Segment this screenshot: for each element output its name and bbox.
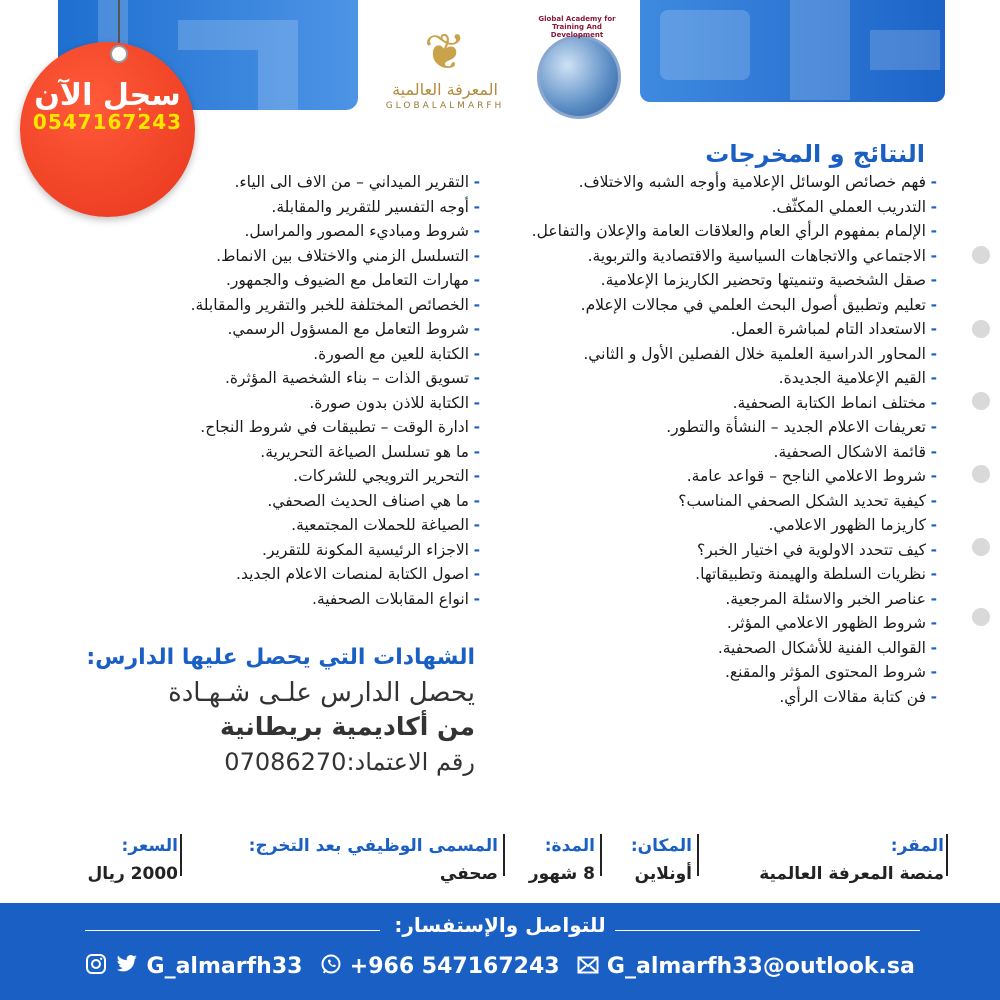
list-item: - عناصر الخبر والاسئلة المرجعية.: [495, 587, 937, 612]
outcomes-list-right: [495, 170, 937, 709]
job-title-value: صحفي: [439, 864, 498, 884]
list-item: - تعريفات الاعلام الجديد – النشأة والتطور.: [495, 415, 937, 440]
register-now-title: سجل الآن: [34, 78, 181, 113]
job-title-label: المسمى الوظيفي بعد التخرج:: [248, 836, 498, 856]
divider: [503, 834, 505, 876]
list-item: - القيم الإعلامية الجديدة.: [495, 366, 937, 391]
list-item: - الإلمام بمفهوم الرأي العام والعلاقات العامة والإعلان والتفاعل.: [495, 219, 937, 244]
divider: [946, 834, 948, 876]
list-item: - تسويق الذات – بناء الشخصية المؤثرة.: [120, 366, 480, 391]
almarfh-logo-arabic: المعرفة العالمية: [392, 80, 498, 99]
list-item: - التدريب العملي المكثّف.: [495, 195, 937, 220]
tag-ring-icon: [110, 45, 128, 63]
list-item: - شروط التعامل مع المسؤول الرسمي.: [120, 317, 480, 342]
duration-value: 8 شهور: [528, 864, 595, 884]
list-item: - ما هو تسلسل الصياغة التحريرية.: [120, 440, 480, 465]
list-item: - شروط المحتوى المؤثر والمقنع.: [495, 660, 937, 685]
list-item: - الاستعداد التام لمباشرة العمل.: [495, 317, 937, 342]
list-item: - الاجزاء الرئيسية المكونة للتقرير.: [120, 538, 480, 563]
phone-number[interactable]: +966 547167243: [349, 954, 560, 979]
almarfh-logo: [375, 25, 515, 135]
accreditation-number: رقم الاعتماد:07086270: [224, 748, 475, 776]
academy-logo-text: Global Academy for Training And Development: [538, 15, 616, 39]
list-item: - شروط الاعلامي الناجح – قواعد عامة.: [495, 464, 937, 489]
list-item: - فن كتابة مقالات الرأي.: [495, 685, 937, 710]
hq-value: منصة المعرفة العالمية: [759, 864, 944, 884]
price-label: السعر:: [121, 836, 178, 856]
list-item: - أوجه التفسير للتقرير والمقابلة.: [120, 195, 480, 220]
decor-dot-icon: [972, 538, 990, 556]
contact-footer: [0, 903, 1000, 1000]
decor-dot-icon: [972, 465, 990, 483]
divider: [697, 834, 699, 876]
divider: [180, 834, 182, 876]
list-item: - مهارات التعامل مع الضيوف والجمهور.: [120, 268, 480, 293]
list-item: - ادارة الوقت – تطبيقات في شروط النجاح.: [120, 415, 480, 440]
feather-logo-icon: ❦: [424, 23, 466, 81]
outcomes-title: النتائج و المخرجات: [705, 140, 925, 168]
list-item: - نظريات السلطة والهيمنة وتطبيقاتها.: [495, 562, 937, 587]
list-item: - المحاور الدراسية العلمية خلال الفصلين الأول و الثاني.: [495, 342, 937, 367]
list-item: - الاجتماعي والاتجاهات السياسية والاقتصادية والتربوية.: [495, 244, 937, 269]
price-value: 2000 ريال: [87, 864, 178, 884]
decor-dot-icon: [972, 392, 990, 410]
divider: [600, 834, 602, 876]
list-item: - انواع المقابلات الصحفية.: [120, 587, 480, 612]
certificate-line-2: من أكاديمية بريطانية: [219, 712, 475, 741]
decor-dot-icon: [972, 320, 990, 338]
academy-logo: [527, 15, 627, 130]
decor-dot-icon: [972, 246, 990, 264]
duration-label: المدة:: [544, 836, 595, 856]
place-label: المكان:: [630, 836, 692, 856]
whatsapp-icon[interactable]: [320, 953, 342, 981]
email-address[interactable]: G_almarfh33@outlook.sa: [606, 954, 915, 979]
instagram-icon[interactable]: [85, 953, 107, 981]
globe-icon: [537, 35, 621, 119]
list-item: - تعليم وتطبيق أصول البحث العلمي في مجالات الإعلام.: [495, 293, 937, 318]
hq-label: المقر:: [890, 836, 944, 856]
list-item: - التقرير الميداني – من الاف الى الياء.: [120, 170, 480, 195]
contact-title: للتواصل والإستفسار:: [394, 913, 606, 937]
decor-dot-icon: [972, 608, 990, 626]
list-item: - فهم خصائص الوسائل الإعلامية وأوجه الشبه والاختلاف.: [495, 170, 937, 195]
list-item: - ما هي اصناف الحديث الصحفي.: [120, 489, 480, 514]
list-item: - الكتابة للاذن بدون صورة.: [120, 391, 480, 416]
list-item: - التسلسل الزمني والاختلاف بين الانماط.: [120, 244, 480, 269]
list-item: - الكتابة للعين مع الصورة.: [120, 342, 480, 367]
social-handle[interactable]: G_almarfh33: [146, 954, 303, 979]
place-value: أونلاين: [634, 864, 692, 884]
list-item: - شروط الظهور الاعلامي المؤثر.: [495, 611, 937, 636]
list-item: - صقل الشخصية وتنميتها وتحضير الكاريزما الإعلامية.: [495, 268, 937, 293]
certificate-line-1: يحصل الدارس علـى شـهـادة: [168, 678, 475, 708]
list-item: - شروط ومباديء المصور والمراسل.: [120, 219, 480, 244]
list-item: - مختلف انماط الكتابة الصحفية.: [495, 391, 937, 416]
outcomes-list-left: [120, 170, 480, 611]
top-right-banner-image: [640, 0, 945, 102]
list-item: - قائمة الاشكال الصحفية.: [495, 440, 937, 465]
list-item: - كيفية تحديد الشكل الصحفي المناسب؟: [495, 489, 937, 514]
list-item: - كيف تتحدد الاولوية في اختيار الخبر؟: [495, 538, 937, 563]
list-item: - اصول الكتابة لمنصات الاعلام الجديد.: [120, 562, 480, 587]
list-item: - الخصائص المختلفة للخبر والتقرير والمقابلة.: [120, 293, 480, 318]
email-icon[interactable]: [577, 955, 599, 980]
list-item: - الصياغة للحملات المجتمعية.: [120, 513, 480, 538]
contact-row: [0, 953, 1000, 981]
almarfh-logo-english: GLOBALALMARFH: [385, 101, 505, 111]
list-item: - القوالب الفنية للأشكال الصحفية.: [495, 636, 937, 661]
list-item: - كاريزما الظهور الاعلامي.: [495, 513, 937, 538]
register-phone: 0547167243: [32, 110, 183, 134]
list-item: - التحرير الترويجي للشركات.: [120, 464, 480, 489]
certificates-title: الشهادات التي يحصل عليها الدارس:: [86, 645, 475, 670]
twitter-icon[interactable]: [115, 953, 139, 981]
